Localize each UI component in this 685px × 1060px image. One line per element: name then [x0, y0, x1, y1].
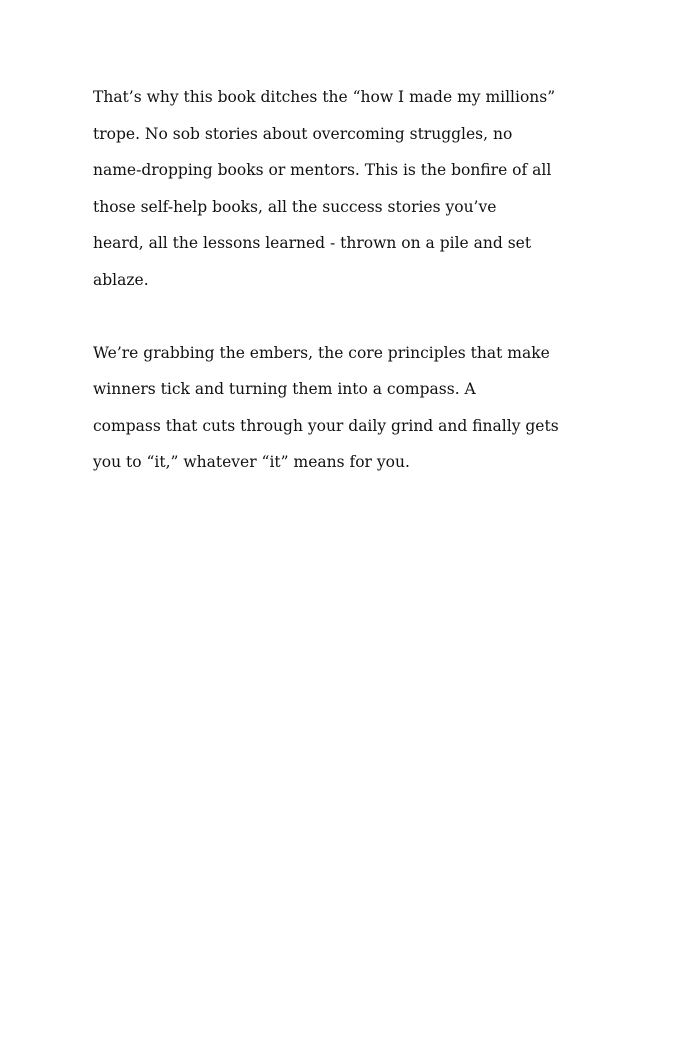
paragraph-spacer	[93, 298, 523, 335]
text-line: heard, all the lessons learned - thrown on a pile and set	[93, 234, 532, 252]
paragraph-1	[93, 79, 556, 298]
text-line: those self-help books, all the success stories you’ve	[93, 197, 497, 216]
text-line: name-dropping books or mentors. This is the bonfire of all	[93, 161, 552, 179]
text-line: you to “it,” whatever “it” means for you.	[93, 453, 410, 471]
text-line: compass that cuts through your daily grind and finally gets	[93, 416, 559, 435]
text-line: We’re grabbing the embers, the core principles that make	[93, 343, 550, 362]
body-text	[93, 79, 559, 481]
text-line: That’s why this book ditches the “how I made my millions”	[93, 88, 556, 106]
paragraph-2	[93, 335, 559, 481]
text-line: trope. No sob stories about overcoming struggles, no	[93, 124, 513, 143]
text-line: winners tick and turning them into a compass. A	[93, 380, 476, 398]
text-line: ablaze.	[93, 270, 149, 289]
